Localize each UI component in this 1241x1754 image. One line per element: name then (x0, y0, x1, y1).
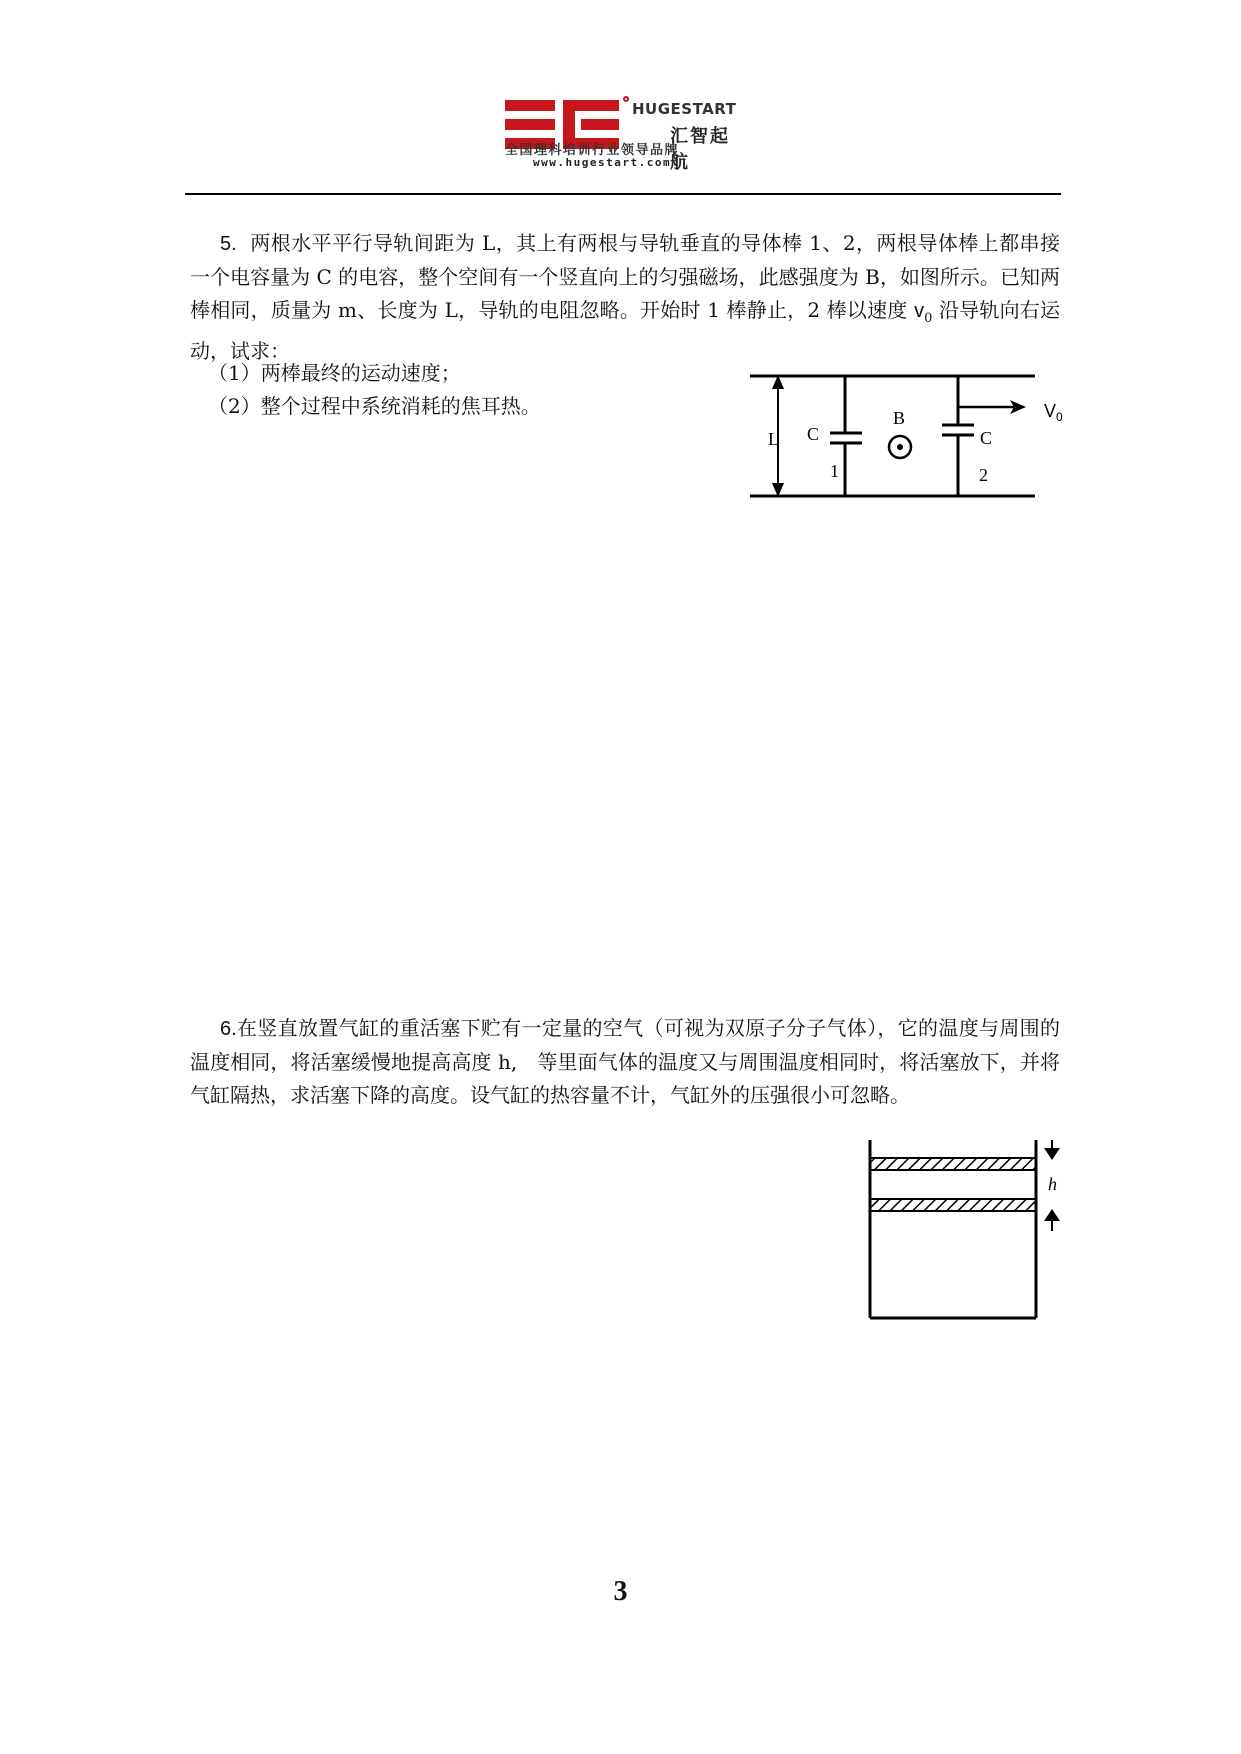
cylinder-piston-figure (860, 1138, 1070, 1328)
figure2-label-h: h (1048, 1174, 1057, 1194)
figure1-label-L: L (768, 429, 779, 449)
page-header (0, 0, 1241, 200)
velocity-symbol: v (914, 300, 925, 322)
figure1-label-C2: C (980, 428, 993, 448)
question-5-number: 5. (220, 233, 237, 255)
logo-slogan: 全国理科培训行业领导品牌 (505, 143, 680, 158)
logo-dot-icon (623, 96, 629, 102)
logo-url: www.hugestart.com (533, 156, 672, 169)
question-6-body: 在竖直放置气缸的重活塞下贮有一定量的空气（可视为双原子分子气体），它的温度与周围的温度相同，将活塞缓慢地提高高度 h, 等里面气体的温度又与周围温度相同时，将活塞放下，并将气缸隔热，求活塞下降的高度。设气缸的热容量不计，气缸外的压强很小可忽略。 (190, 1016, 1060, 1107)
header-divider (185, 193, 1061, 195)
question-6-text (190, 1012, 1060, 1112)
question-6-number: 6. (220, 1018, 237, 1040)
velocity-subscript: 0 (924, 311, 933, 326)
page-number: 3 (613, 1576, 628, 1607)
rails-capacitor-figure (750, 372, 1075, 502)
logo-brand-cn: 汇智起航 (670, 126, 730, 173)
figure1-label-C1: C (807, 424, 820, 444)
question-5-item-2: （2）整个过程中系统消耗的焦耳热。 (208, 394, 541, 418)
figure1-label-B: B (893, 408, 906, 428)
question-5-body-end: 沿导轨向右运动，试求： (190, 298, 1061, 363)
logo-brand-text: HUGESTART (632, 100, 737, 118)
figure1-label-v0: $V_0$ (1044, 401, 1063, 424)
hugestart-logo (505, 92, 745, 172)
question-5-item-1: （1）两棒最终的运动速度； (208, 361, 461, 385)
question-6 (190, 1012, 1060, 1112)
question-5 (190, 227, 1060, 368)
question-5-body: 两根水平平行导轨间距为 L，其上有两根与导轨垂直的导体棒 1、2，两根导体棒上都串接一个电容量为 C 的电容，整个空间有一个竖直向上的匀强磁场，此感强度为 B，如图所示。已知两棒相同，质量为 m、长度为 L，导轨的电阻忽略。开始时 1 棒静止，2 棒以速度 (190, 231, 1060, 322)
figure1-label-bar-2: 2 (979, 465, 988, 485)
question-5-text (190, 227, 1060, 368)
figure1-label-bar-1: 1 (830, 461, 839, 481)
